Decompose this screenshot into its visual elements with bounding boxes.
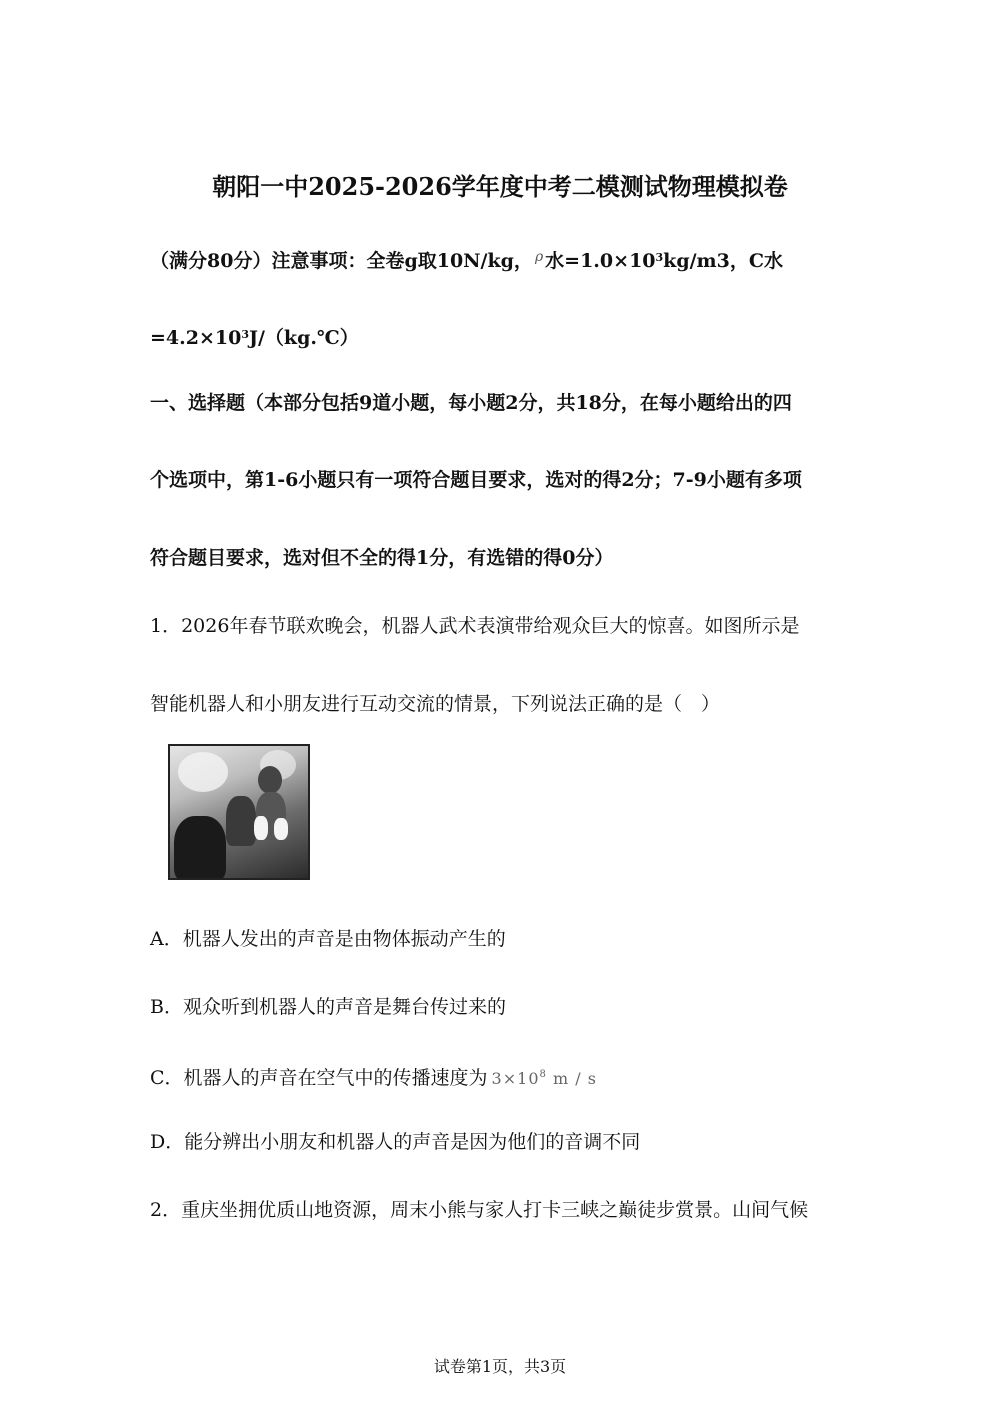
speed-base: 3×10 <box>491 1069 540 1088</box>
notes-text: =4.2×10 <box>150 327 242 349</box>
section-heading-line-1: 一、选择题（本部分包括9道小题，每小题2分，共18分，在每小题给出的四 <box>150 392 792 414</box>
section-heading-line-3: 符合题目要求，选对但不全的得1分，有选错的得0分） <box>150 547 614 569</box>
speed-unit: m / s <box>552 1069 597 1088</box>
notes-text: （满分80分）注意事项：全卷g取10N/kg， <box>150 250 533 272</box>
option-d: D．能分辨出小朋友和机器人的声音是因为他们的音调不同 <box>150 1131 641 1153</box>
option-b: B．观众听到机器人的声音是舞台传过来的 <box>150 996 506 1018</box>
rho-symbol: ρ <box>534 249 544 265</box>
superscript: 3 <box>655 251 664 264</box>
page-footer: 试卷第1页，共3页 <box>433 1357 567 1376</box>
exam-title: 朝阳一中2025-2026学年度中考二模测试物理模拟卷 <box>212 172 788 201</box>
question-1-stem-line-2: 智能机器人和小朋友进行互动交流的情景，下列说法正确的是（ ） <box>150 693 721 715</box>
exam-notes-line-1 <box>150 243 783 275</box>
speed-value <box>492 1069 597 1088</box>
question-2-stem-line-1: 2．重庆坐拥优质山地资源，周末小熊与家人打卡三峡之巅徒步赏景。山间气候 <box>150 1199 809 1221</box>
section-heading-line-2: 个选项中，第1-6小题只有一项符合题目要求，选对的得2分；7-9小题有多项 <box>150 469 802 491</box>
option-c <box>150 1061 597 1093</box>
notes-text: J/（kg.℃） <box>249 327 359 349</box>
exam-notes-line-2 <box>150 321 359 352</box>
robot-interaction-photo <box>168 744 310 880</box>
option-a: A．机器人发出的声音是由物体振动产生的 <box>150 928 506 950</box>
superscript: 3 <box>241 328 249 341</box>
notes-text: kg/m3，C水 <box>663 250 784 272</box>
option-c-text: C．机器人的声音在空气中的传播速度为 <box>150 1067 488 1089</box>
question-1-stem-line-1: 1．2026年春节联欢晚会，机器人武术表演带给观众巨大的惊喜。如图所示是 <box>150 615 800 637</box>
speed-exponent: 8 <box>539 1069 547 1080</box>
notes-text: 水=1.0×10 <box>545 250 656 272</box>
